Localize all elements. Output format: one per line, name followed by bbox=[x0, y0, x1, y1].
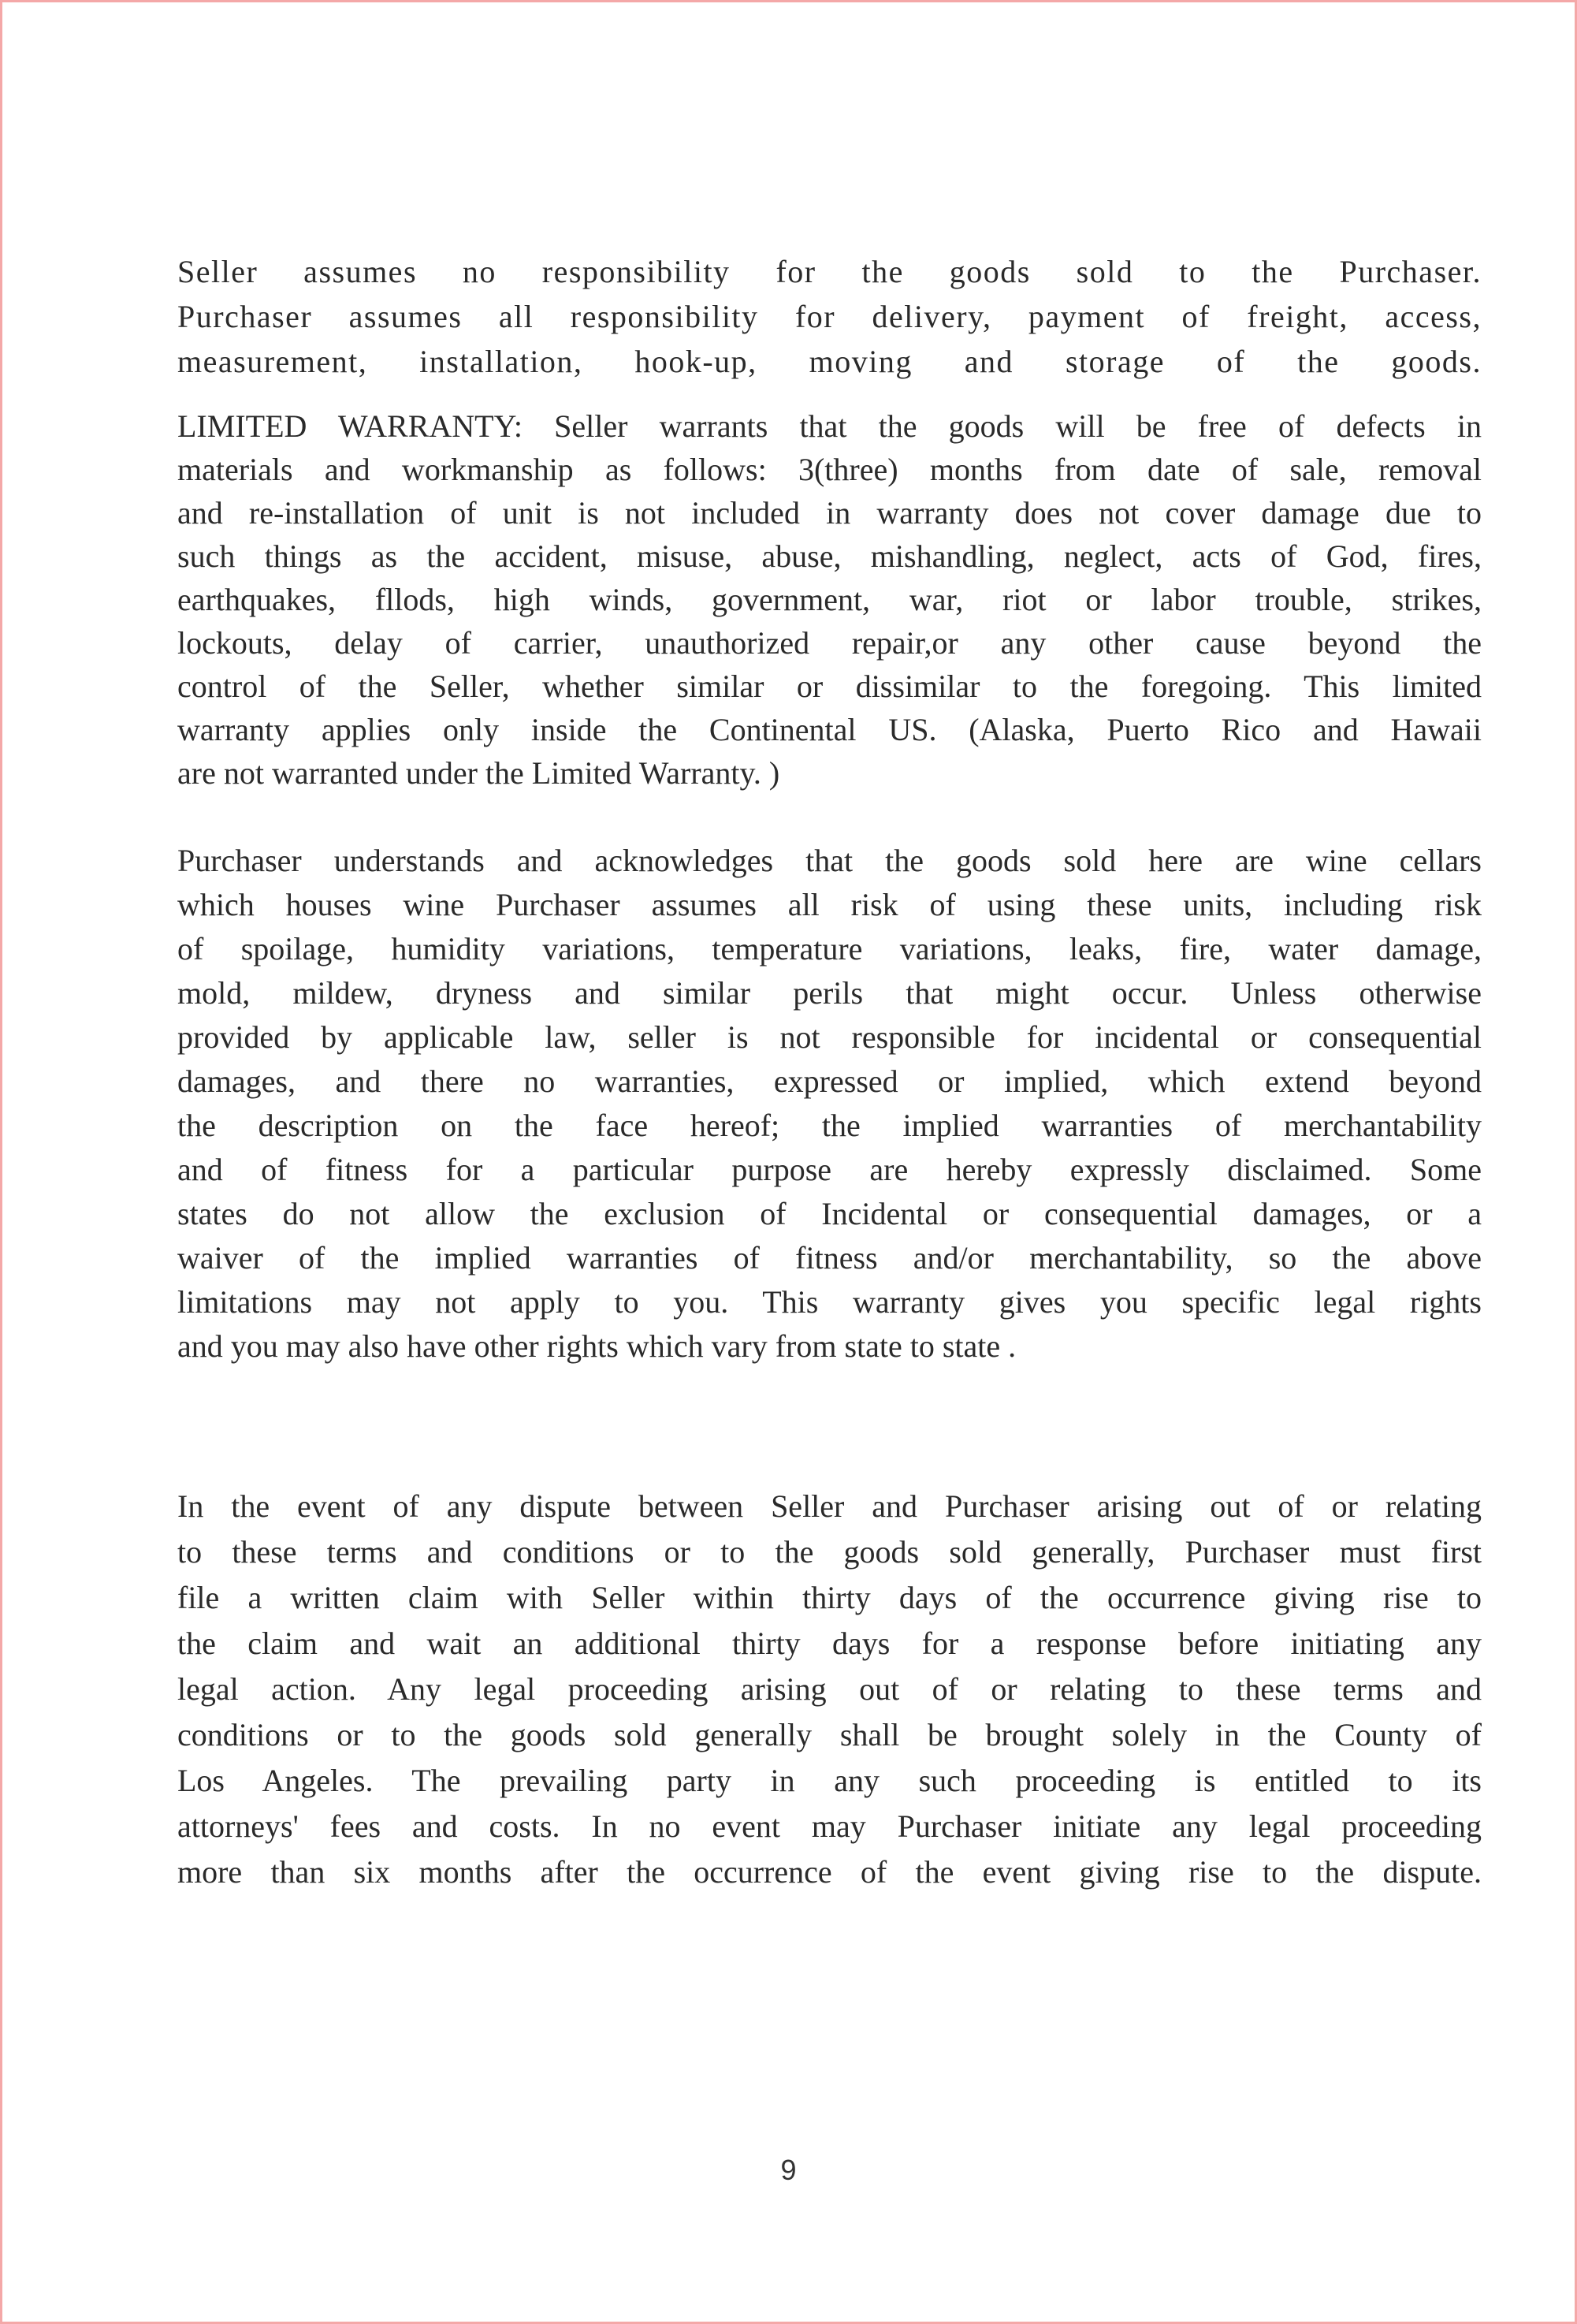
text-line: Seller assumes no responsibility for the goods sold to the Purchaser. bbox=[177, 254, 1482, 289]
text-line: the claim and wait an additional thirty days for a response before initiating any bbox=[177, 1626, 1482, 1661]
paragraph-responsibility bbox=[177, 249, 1482, 384]
text-line: and you may also have other rights which vary from state to state . bbox=[177, 1328, 1017, 1364]
text-line: measurement, installation, hook-up, moving and storage of the goods. bbox=[177, 344, 1482, 379]
text-line: file a written claim with Seller within thirty days of the occurrence giving rise to bbox=[177, 1580, 1482, 1615]
paragraph-risk-disclaimer bbox=[177, 839, 1482, 1369]
text-line: provided by applicable law, seller is not responsible for incidental or consequential bbox=[177, 1019, 1482, 1055]
text-line: Los Angeles. The prevailing party in any such proceeding is entitled to its bbox=[177, 1763, 1482, 1798]
page-number: 9 bbox=[780, 2154, 797, 2186]
text-line: warranty applies only inside the Continental US. (Alaska, Puerto Rico and Hawaii bbox=[177, 712, 1482, 747]
text-line: waiver of the implied warranties of fitness and/or merchantability, so the above bbox=[177, 1240, 1482, 1276]
text-line: control of the Seller, whether similar or dissimilar to the foregoing. This limited bbox=[177, 669, 1482, 704]
text-line: materials and workmanship as follows: 3(three) months from date of sale, removal bbox=[177, 452, 1482, 487]
text-line: are not warranted under the Limited Warranty. ) bbox=[177, 755, 780, 791]
text-line: which houses wine Purchaser assumes all risk of using these units, including risk bbox=[177, 887, 1482, 922]
text-line: In the event of any dispute between Seller and Purchaser arising out of or relating bbox=[177, 1488, 1482, 1524]
text-line: attorneys' fees and costs. In no event may Purchaser initiate any legal proceeding bbox=[177, 1808, 1482, 1844]
text-line: legal action. Any legal proceeding arising out of or relating to these terms and bbox=[177, 1671, 1482, 1707]
text-line: conditions or to the goods sold generally shall be brought solely in the County of bbox=[177, 1717, 1482, 1752]
text-line: such things as the accident, misuse, abuse, mishandling, neglect, acts of God, fires, bbox=[177, 538, 1482, 574]
text-line: of spoilage, humidity variations, temperature variations, leaks, fire, water damage, bbox=[177, 931, 1482, 966]
text-line: LIMITED WARRANTY: Seller warrants that the goods will be free of defects in bbox=[177, 408, 1482, 444]
text-line: Purchaser assumes all responsibility for delivery, payment of freight, access, bbox=[177, 299, 1482, 334]
text-line: to these terms and conditions or to the goods sold generally, Purchaser must first bbox=[177, 1534, 1482, 1570]
text-line: lockouts, delay of carrier, unauthorized repair,or any other cause beyond the bbox=[177, 625, 1482, 661]
text-line: the description on the face hereof; the implied warranties of merchantability bbox=[177, 1108, 1482, 1143]
paragraph-limited-warranty bbox=[177, 404, 1482, 795]
text-line: more than six months after the occurrence of the event giving rise to the dispute. bbox=[177, 1854, 1482, 1890]
text-line: and re-installation of unit is not included in warranty does not cover damage due to bbox=[177, 495, 1482, 531]
paragraph-dispute-resolution bbox=[177, 1484, 1482, 1895]
text-line: damages, and there no warranties, expressed or implied, which extend beyond bbox=[177, 1063, 1482, 1099]
text-line: and of fitness for a particular purpose are hereby expressly disclaimed. Some bbox=[177, 1152, 1482, 1187]
text-line: states do not allow the exclusion of Incidental or consequential damages, or a bbox=[177, 1196, 1482, 1231]
text-line: Purchaser understands and acknowledges that the goods sold here are wine cellars bbox=[177, 843, 1482, 878]
text-line: mold, mildew, dryness and similar perils that might occur. Unless otherwise bbox=[177, 975, 1482, 1011]
text-line: earthquakes, fllods, high winds, government, war, riot or labor trouble, strikes, bbox=[177, 582, 1482, 617]
text-line: limitations may not apply to you. This warranty gives you specific legal rights bbox=[177, 1284, 1482, 1320]
